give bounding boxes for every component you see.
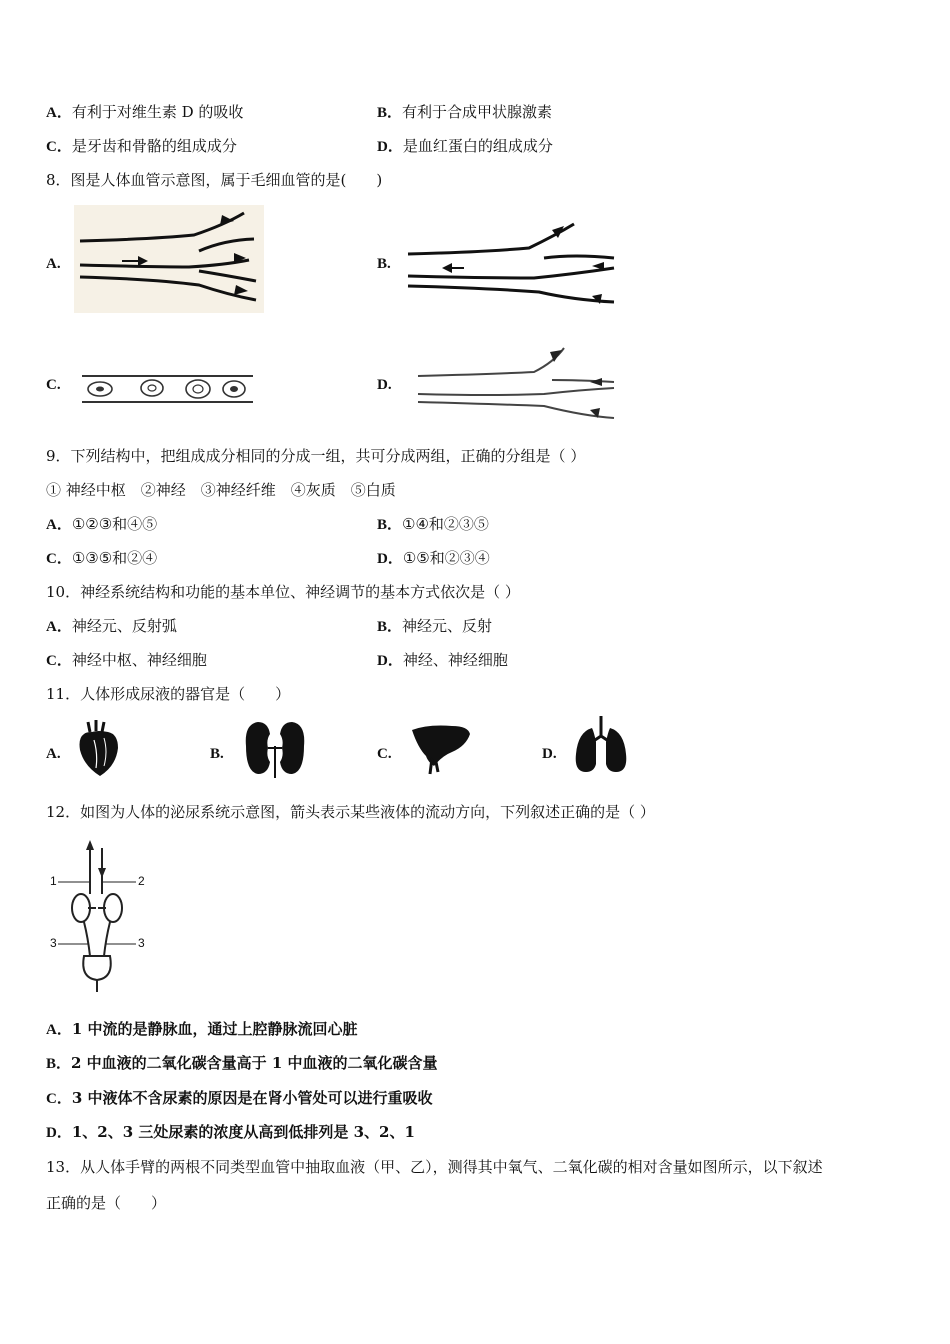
option-text: 神经中枢、神经细胞 [71, 651, 207, 669]
option-text: ①②③和④⑤ [71, 515, 158, 533]
vessel-branching-artery-figure [74, 205, 264, 313]
q8-option-a-label: A. [46, 256, 61, 272]
q11-stem: 11．人体形成尿液的器官是（ ） [46, 685, 291, 703]
q9-option-c [46, 548, 157, 569]
option-text: 1、2、3 三处尿素的浓度从高到低排列是 3、2、1 [71, 1123, 415, 1141]
q7-option-c [46, 136, 237, 157]
option-text: 神经元、反射 [402, 617, 493, 635]
option-label: A． [46, 517, 72, 533]
q11-option-a-label: A. [46, 746, 61, 762]
option-label: B． [46, 1056, 72, 1072]
option-label: C． [46, 551, 72, 567]
heart-icon [74, 718, 122, 778]
option-label: B． [377, 105, 403, 121]
q13-stem-line1: 13．从人体手臂的两根不同类型血管中抽取血液（甲、乙），测得其中氧气、二氧化碳的相对含量如图所示，以下叙述 [46, 1158, 823, 1176]
lungs-icon [572, 714, 630, 776]
q9-option-a [46, 514, 157, 535]
q10-stem: 10．神经系统结构和功能的基本单位、神经调节的基本方式依次是（ ） [46, 583, 520, 601]
option-text: 神经、神经细胞 [402, 651, 508, 669]
q12-option-a [46, 1019, 358, 1040]
option-label: B． [377, 517, 403, 533]
q7-option-d [377, 136, 553, 157]
option-text: 有利于对维生素 D 的吸收 [71, 103, 244, 121]
q10-option-b [377, 616, 492, 637]
option-text: 1 中流的是静脉血，通过上腔静脉流回心脏 [71, 1020, 358, 1038]
capillary-single-file-cells-figure [80, 372, 255, 406]
kidney-icon [242, 718, 308, 778]
option-label: A． [46, 105, 72, 121]
q10-option-d [377, 650, 508, 671]
option-text: 2 中血液的二氧化碳含量高于 1 中血液的二氧化碳含量 [71, 1054, 438, 1072]
vessel-branching-figure [414, 344, 619, 422]
q9-option-d [377, 548, 490, 569]
option-text: ①③⑤和②④ [71, 549, 158, 567]
option-text: 是血红蛋白的组成成分 [402, 137, 553, 155]
liver-icon [408, 722, 472, 776]
q10-option-a [46, 616, 177, 637]
q12-stem: 12．如图为人体的泌尿系统示意图，箭头表示某些液体的流动方向，下列叙述正确的是（ ） [46, 803, 655, 821]
q7-option-b [377, 102, 552, 123]
q11-option-d-label: D. [542, 746, 557, 762]
option-label: D． [377, 551, 403, 567]
q11-option-b-label: B. [210, 746, 224, 762]
q7-option-a [46, 102, 243, 123]
option-label: D． [377, 139, 403, 155]
option-label: A． [46, 1022, 72, 1038]
q8-option-d-label: D. [377, 377, 392, 393]
q13-stem-line2: 正确的是（ ） [46, 1194, 167, 1212]
q12-option-c [46, 1088, 433, 1109]
option-text: 是牙齿和骨骼的组成成分 [71, 137, 237, 155]
figure-label-3-left: 3 [50, 936, 57, 950]
option-text: 有利于合成甲状腺激素 [402, 103, 553, 121]
option-text: ①④和②③⑤ [402, 515, 489, 533]
q9-items: ① 神经中枢 ②神经 ③神经纤维 ④灰质 ⑤白质 [46, 481, 396, 499]
q11-option-c-label: C. [377, 746, 392, 762]
option-text: 神经元、反射弧 [71, 617, 177, 635]
option-label: D． [46, 1125, 72, 1141]
figure-label-1: 1 [50, 874, 57, 888]
option-text: ①⑤和②③④ [402, 549, 490, 567]
vessel-merging-vein-figure [404, 218, 619, 310]
q8-option-c-label: C. [46, 377, 61, 393]
option-label: D． [377, 653, 403, 669]
option-label: C． [46, 1091, 72, 1107]
figure-label-2: 2 [138, 874, 145, 888]
urinary-system-figure [50, 838, 152, 994]
q9-option-b [377, 514, 489, 535]
q9-stem: 9．下列结构中，把组成成分相同的分成一组，共可分成两组，正确的分组是（ ） [46, 447, 586, 465]
option-label: A． [46, 619, 72, 635]
q8-stem: 8．图是人体血管示意图，属于毛细血管的是( ) [46, 171, 383, 189]
option-text: 3 中液体不含尿素的原因是在肾小管处可以进行重吸收 [71, 1089, 433, 1107]
option-label: C． [46, 139, 72, 155]
q8-option-b-label: B. [377, 256, 391, 272]
q10-option-c [46, 650, 207, 671]
q12-option-b [46, 1053, 438, 1074]
option-label: C． [46, 653, 72, 669]
option-label: B． [377, 619, 403, 635]
figure-label-3-right: 3 [138, 936, 145, 950]
q12-option-d [46, 1122, 415, 1143]
